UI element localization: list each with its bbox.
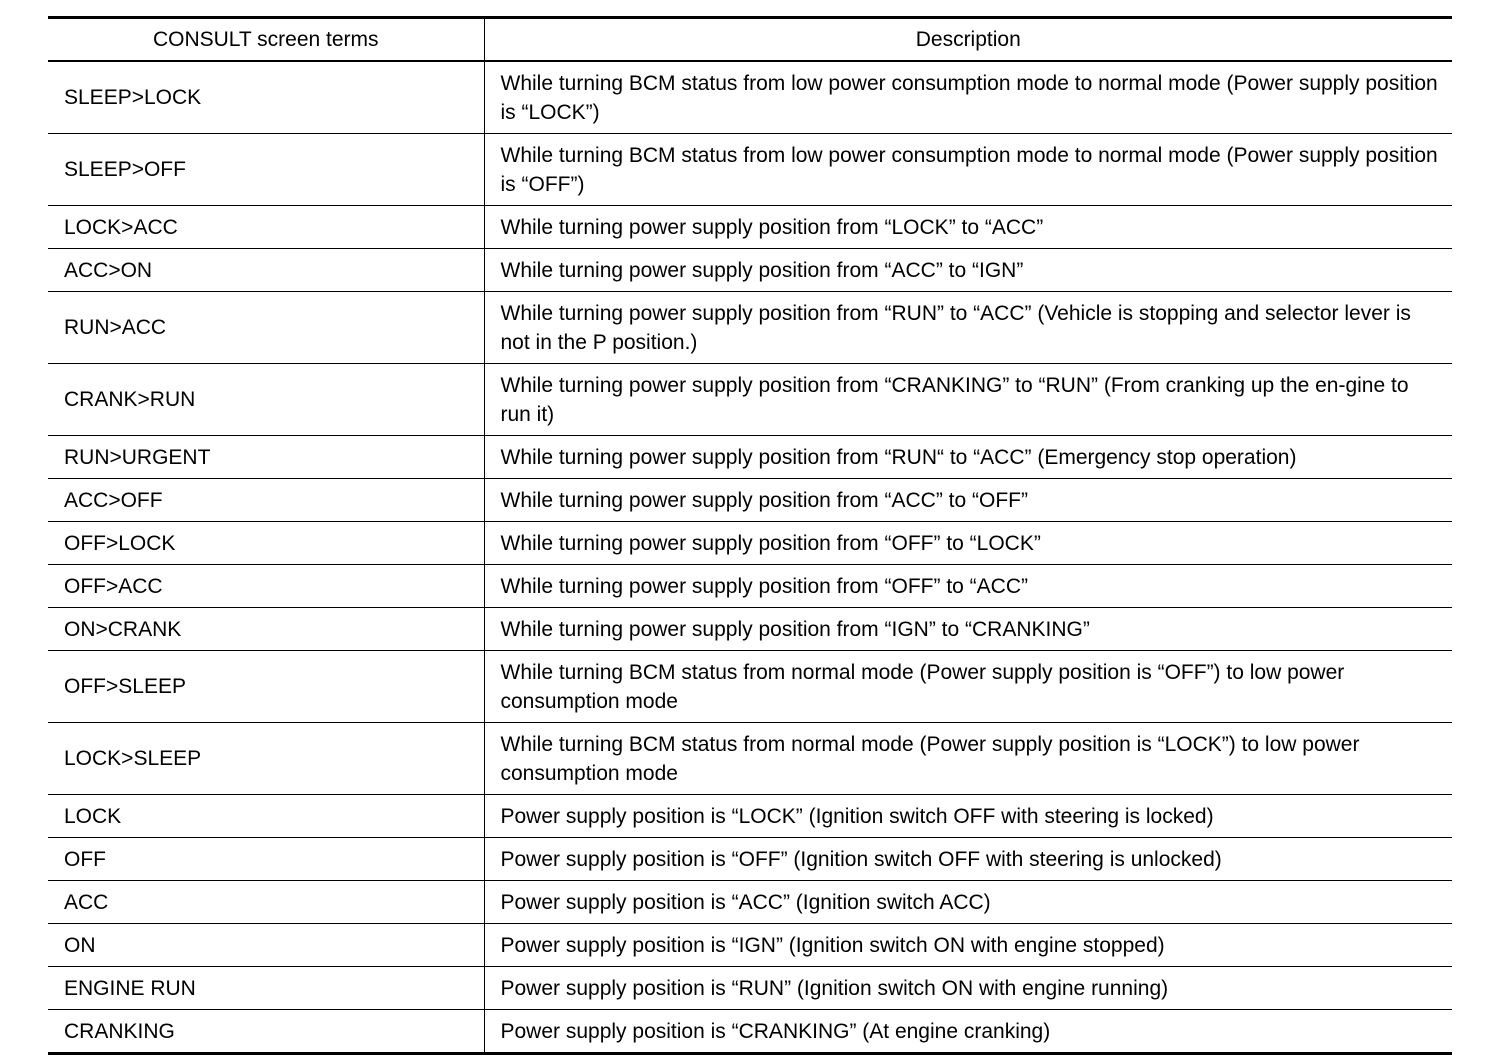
description-cell: Power supply position is “CRANKING” (At engine cranking) xyxy=(484,1010,1452,1054)
description-cell: While turning BCM status from low power consumption mode to normal mode (Power supply position is “LOCK”) xyxy=(484,61,1452,134)
description-cell: While turning power supply position from “ACC” to “IGN” xyxy=(484,249,1452,292)
consult-terms-table xyxy=(48,16,1452,1055)
table-row xyxy=(48,608,1452,651)
term-cell: LOCK>SLEEP xyxy=(48,723,484,795)
term-cell: CRANKING xyxy=(48,1010,484,1054)
term-cell: OFF>LOCK xyxy=(48,522,484,565)
description-cell: Power supply position is “OFF” (Ignition switch OFF with steering is unlocked) xyxy=(484,838,1452,881)
table-row xyxy=(48,206,1452,249)
description-cell: While turning power supply position from “LOCK” to “ACC” xyxy=(484,206,1452,249)
table-body xyxy=(48,61,1452,1054)
table-row xyxy=(48,795,1452,838)
table-header xyxy=(48,18,1452,62)
table-row xyxy=(48,967,1452,1010)
description-cell: While turning power supply position from “ACC” to “OFF” xyxy=(484,479,1452,522)
table-row xyxy=(48,292,1452,364)
table-row xyxy=(48,479,1452,522)
description-cell: Power supply position is “RUN” (Ignition switch ON with engine running) xyxy=(484,967,1452,1010)
table-row xyxy=(48,924,1452,967)
term-cell: OFF>ACC xyxy=(48,565,484,608)
table-row xyxy=(48,364,1452,436)
term-cell: OFF xyxy=(48,838,484,881)
description-cell: While turning power supply position from “RUN” to “ACC” (Vehicle is stopping and selector lever is not in the P position.) xyxy=(484,292,1452,364)
description-cell: While turning power supply position from “RUN“ to “ACC” (Emergency stop operation) xyxy=(484,436,1452,479)
term-cell: ON xyxy=(48,924,484,967)
term-cell: CRANK>RUN xyxy=(48,364,484,436)
table-row xyxy=(48,522,1452,565)
term-cell: LOCK>ACC xyxy=(48,206,484,249)
table-row xyxy=(48,134,1452,206)
description-cell: Power supply position is “LOCK” (Ignition switch OFF with steering is locked) xyxy=(484,795,1452,838)
header-row xyxy=(48,18,1452,62)
description-cell: Power supply position is “IGN” (Ignition switch ON with engine stopped) xyxy=(484,924,1452,967)
term-cell: LOCK xyxy=(48,795,484,838)
table-row xyxy=(48,61,1452,134)
table-row xyxy=(48,565,1452,608)
description-cell: While turning power supply position from “OFF” to “ACC” xyxy=(484,565,1452,608)
description-cell: While turning BCM status from low power consumption mode to normal mode (Power supply position is “OFF”) xyxy=(484,134,1452,206)
description-cell: Power supply position is “ACC” (Ignition switch ACC) xyxy=(484,881,1452,924)
table-row xyxy=(48,881,1452,924)
description-cell: While turning BCM status from normal mode (Power supply position is “LOCK”) to low power consumption mode xyxy=(484,723,1452,795)
table-row xyxy=(48,249,1452,292)
term-cell: SLEEP>LOCK xyxy=(48,61,484,134)
term-cell: ACC xyxy=(48,881,484,924)
term-cell: SLEEP>OFF xyxy=(48,134,484,206)
consult-terms-table-container xyxy=(48,16,1452,1055)
table-row xyxy=(48,436,1452,479)
description-cell: While turning power supply position from “OFF” to “LOCK” xyxy=(484,522,1452,565)
term-cell: OFF>SLEEP xyxy=(48,651,484,723)
term-cell: RUN>ACC xyxy=(48,292,484,364)
term-cell: ON>CRANK xyxy=(48,608,484,651)
term-cell: ENGINE RUN xyxy=(48,967,484,1010)
table-row xyxy=(48,651,1452,723)
description-cell: While turning power supply position from “CRANKING” to “RUN” (From cranking up the en-gine to run it) xyxy=(484,364,1452,436)
term-cell: RUN>URGENT xyxy=(48,436,484,479)
table-row xyxy=(48,723,1452,795)
table-row xyxy=(48,1010,1452,1054)
term-cell: ACC>OFF xyxy=(48,479,484,522)
header-description: Description xyxy=(484,18,1452,62)
table-row xyxy=(48,838,1452,881)
description-cell: While turning power supply position from “IGN” to “CRANKING” xyxy=(484,608,1452,651)
description-cell: While turning BCM status from normal mode (Power supply position is “OFF”) to low power consumption mode xyxy=(484,651,1452,723)
term-cell: ACC>ON xyxy=(48,249,484,292)
header-consult-screen-terms: CONSULT screen terms xyxy=(48,18,484,62)
